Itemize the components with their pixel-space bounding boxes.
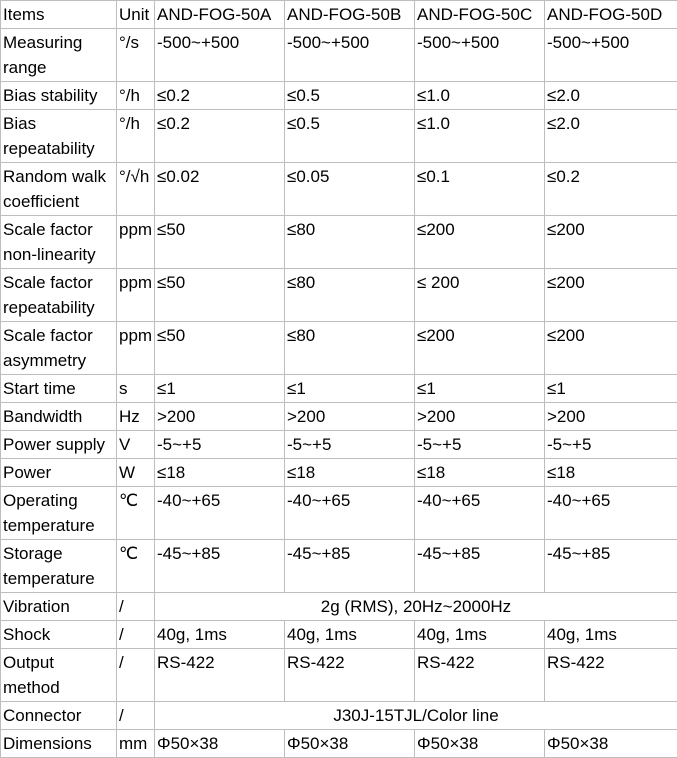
value-cell: 40g, 1ms xyxy=(155,621,285,649)
table-row xyxy=(1,322,677,375)
unit-cell: / xyxy=(117,593,155,621)
value-cell: ≤200 xyxy=(545,322,677,375)
item-cell: Dimensions xyxy=(1,730,117,758)
unit-cell: W xyxy=(117,459,155,487)
value-cell: Φ50×38 xyxy=(285,730,415,758)
value-cell: ≤0.2 xyxy=(155,110,285,163)
item-cell: Scale factor non-linearity xyxy=(1,216,117,269)
item-cell: Measuring range xyxy=(1,29,117,82)
value-cell: ≤0.5 xyxy=(285,82,415,110)
unit-cell: ℃ xyxy=(117,487,155,540)
item-cell: Random walk coefficient xyxy=(1,163,117,216)
unit-cell: ℃ xyxy=(117,540,155,593)
value-cell: -5~+5 xyxy=(285,431,415,459)
value-cell: -45~+85 xyxy=(155,540,285,593)
table-row xyxy=(1,29,677,82)
value-cell: ≤0.2 xyxy=(545,163,677,216)
value-cell: >200 xyxy=(155,403,285,431)
value-cell: Φ50×38 xyxy=(415,730,545,758)
value-cell: -500~+500 xyxy=(155,29,285,82)
unit-cell: Hz xyxy=(117,403,155,431)
table-row xyxy=(1,593,677,621)
table-row xyxy=(1,82,677,110)
value-cell: RS-422 xyxy=(285,649,415,702)
value-cell: ≤50 xyxy=(155,322,285,375)
table-row xyxy=(1,163,677,216)
value-cell: ≤1 xyxy=(285,375,415,403)
unit-cell: / xyxy=(117,649,155,702)
unit-cell: °/h xyxy=(117,110,155,163)
item-cell: Shock xyxy=(1,621,117,649)
value-cell: ≤18 xyxy=(155,459,285,487)
value-cell: ≤2.0 xyxy=(545,82,677,110)
item-cell: Vibration xyxy=(1,593,117,621)
value-cell: RS-422 xyxy=(545,649,677,702)
table-row xyxy=(1,431,677,459)
value-cell: ≤80 xyxy=(285,269,415,322)
table-row xyxy=(1,540,677,593)
value-cell: -40~+65 xyxy=(155,487,285,540)
value-cell: ≤1 xyxy=(155,375,285,403)
value-cell: >200 xyxy=(415,403,545,431)
item-cell: Output method xyxy=(1,649,117,702)
value-cell: -5~+5 xyxy=(545,431,677,459)
spec-body xyxy=(1,29,677,758)
value-cell: ≤1 xyxy=(415,375,545,403)
item-cell: Scale factor repeatability xyxy=(1,269,117,322)
header-model-d: AND-FOG-50D xyxy=(545,1,677,29)
merged-value-cell: J30J-15TJL/Color line xyxy=(155,702,677,730)
value-cell: RS-422 xyxy=(155,649,285,702)
value-cell: ≤200 xyxy=(545,216,677,269)
value-cell: 40g, 1ms xyxy=(415,621,545,649)
item-cell: Operating temperature xyxy=(1,487,117,540)
value-cell: ≤18 xyxy=(415,459,545,487)
value-cell: ≤18 xyxy=(285,459,415,487)
unit-cell: ppm xyxy=(117,269,155,322)
value-cell: -5~+5 xyxy=(155,431,285,459)
value-cell: ≤1.0 xyxy=(415,82,545,110)
header-unit: Unit xyxy=(117,1,155,29)
value-cell: ≤0.02 xyxy=(155,163,285,216)
item-cell: Power xyxy=(1,459,117,487)
table-row xyxy=(1,269,677,322)
value-cell: ≤80 xyxy=(285,322,415,375)
item-cell: Bias stability xyxy=(1,82,117,110)
value-cell: ≤80 xyxy=(285,216,415,269)
value-cell: RS-422 xyxy=(415,649,545,702)
value-cell: ≤18 xyxy=(545,459,677,487)
unit-cell: °/h xyxy=(117,82,155,110)
value-cell: ≤200 xyxy=(415,322,545,375)
table-row xyxy=(1,621,677,649)
value-cell: -500~+500 xyxy=(545,29,677,82)
value-cell: 40g, 1ms xyxy=(545,621,677,649)
table-row xyxy=(1,487,677,540)
value-cell: -40~+65 xyxy=(545,487,677,540)
value-cell: ≤0.1 xyxy=(415,163,545,216)
table-row xyxy=(1,730,677,758)
merged-value-cell: 2g (RMS), 20Hz~2000Hz xyxy=(155,593,677,621)
item-cell: Bandwidth xyxy=(1,403,117,431)
value-cell: -500~+500 xyxy=(415,29,545,82)
item-cell: Power supply xyxy=(1,431,117,459)
table-row xyxy=(1,110,677,163)
unit-cell: / xyxy=(117,621,155,649)
item-cell: Storage temperature xyxy=(1,540,117,593)
header-model-a: AND-FOG-50A xyxy=(155,1,285,29)
table-row xyxy=(1,216,677,269)
value-cell: ≤0.5 xyxy=(285,110,415,163)
value-cell: ≤ 200 xyxy=(415,269,545,322)
value-cell: -40~+65 xyxy=(285,487,415,540)
value-cell: >200 xyxy=(285,403,415,431)
item-cell: Connector xyxy=(1,702,117,730)
value-cell: -45~+85 xyxy=(545,540,677,593)
table-row xyxy=(1,375,677,403)
value-cell: ≤200 xyxy=(415,216,545,269)
value-cell: >200 xyxy=(545,403,677,431)
value-cell: ≤1 xyxy=(545,375,677,403)
unit-cell: mm xyxy=(117,730,155,758)
value-cell: ≤0.2 xyxy=(155,82,285,110)
value-cell: Φ50×38 xyxy=(155,730,285,758)
table-row xyxy=(1,649,677,702)
value-cell: -40~+65 xyxy=(415,487,545,540)
header-model-c: AND-FOG-50C xyxy=(415,1,545,29)
value-cell: ≤50 xyxy=(155,269,285,322)
value-cell: 40g, 1ms xyxy=(285,621,415,649)
value-cell: -5~+5 xyxy=(415,431,545,459)
unit-cell: V xyxy=(117,431,155,459)
header-row xyxy=(1,1,677,29)
value-cell: ≤2.0 xyxy=(545,110,677,163)
value-cell: ≤1.0 xyxy=(415,110,545,163)
header-items: Items xyxy=(1,1,117,29)
value-cell: ≤200 xyxy=(545,269,677,322)
value-cell: -45~+85 xyxy=(285,540,415,593)
unit-cell: °/s xyxy=(117,29,155,82)
value-cell: ≤0.05 xyxy=(285,163,415,216)
table-row xyxy=(1,459,677,487)
value-cell: -45~+85 xyxy=(415,540,545,593)
item-cell: Bias repeatability xyxy=(1,110,117,163)
item-cell: Start time xyxy=(1,375,117,403)
table-row xyxy=(1,702,677,730)
unit-cell: °/√h xyxy=(117,163,155,216)
table-row xyxy=(1,403,677,431)
unit-cell: ppm xyxy=(117,216,155,269)
unit-cell: / xyxy=(117,702,155,730)
value-cell: -500~+500 xyxy=(285,29,415,82)
unit-cell: s xyxy=(117,375,155,403)
header-model-b: AND-FOG-50B xyxy=(285,1,415,29)
value-cell: Φ50×38 xyxy=(545,730,677,758)
item-cell: Scale factor asymmetry xyxy=(1,322,117,375)
value-cell: ≤50 xyxy=(155,216,285,269)
unit-cell: ppm xyxy=(117,322,155,375)
